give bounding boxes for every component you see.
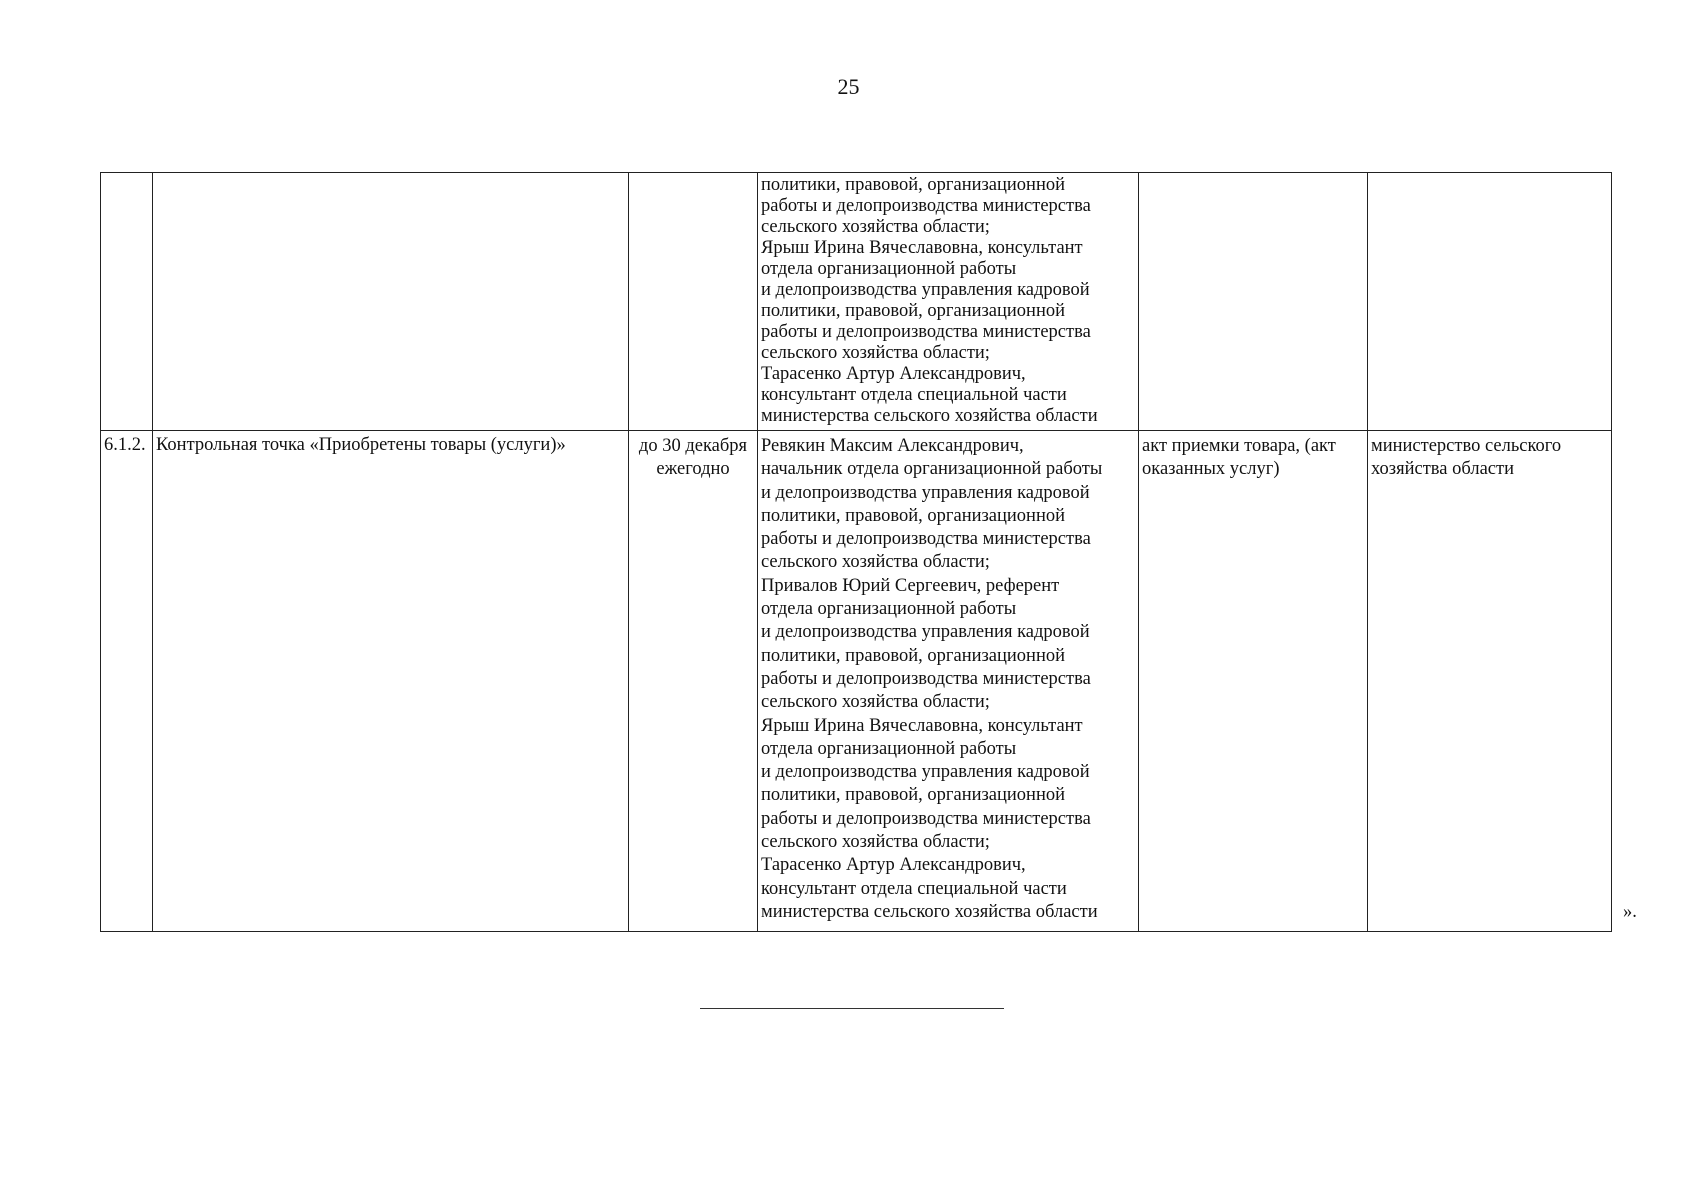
cell-text-line: отдела организационной работы [761,599,1017,620]
cell-date [629,431,758,932]
cell-text-line: работы и делопроизводства министерства [761,196,1091,216]
cell-text-line: министерства сельского хозяйства области [761,901,1098,922]
cell-text-line: и делопроизводства управления кадровой [761,280,1090,300]
cell-name: Контрольная точка «Приобретены товары (услуги)» [153,431,629,932]
cell-text-line: работы и делопроизводства министерства [761,808,1091,829]
cell-text-line: Тарасенко Артур Александрович, [761,855,1026,876]
cell-text-line: Тарасенко Артур Александрович, [761,364,1026,384]
table-row [101,431,1612,932]
cell-verifier [1368,431,1612,932]
cell-responsible [758,173,1139,431]
cell-text-line: работы и делопроизводства министерства [761,322,1091,342]
cell-text-line: Ярыш Ирина Вячеславовна, консультант [761,715,1083,736]
cell-text-line: до 30 декабря [638,436,748,456]
cell-text-line: Ревякин Максим Александрович, [761,436,1024,456]
cell-text-line: сельского хозяйства области; [761,217,990,237]
cell-text-line: политики, правовой, организационной [761,301,1066,321]
cell-text-line: сельского хозяйства области; [761,692,990,713]
table-row [101,173,1612,431]
cell-text-line: политики, правовой, организационной [761,505,1066,526]
cell-text-line: отдела организационной работы [761,738,1017,759]
cell-document [1139,173,1368,431]
cell-number: 6.1.2. [101,431,153,932]
cell-text-line: и делопроизводства управления кадровой [761,622,1090,643]
cell-text-line: оказанных услуг) [1142,459,1280,480]
cell-text-line: сельского хозяйства области; [761,343,990,363]
cell-document [1139,431,1368,932]
control-points-table [100,172,1612,932]
cell-text-line: министерства сельского хозяйства области [761,406,1098,426]
page-number: 25 [837,74,860,99]
cell-text-line: акт приемки товара, (акт [1142,436,1336,456]
cell-text-line: политики, правовой, организационной [761,175,1066,195]
footer-divider [700,1008,1004,1009]
cell-text-line: работы и делопроизводства министерства [761,529,1091,550]
closing-quote: ». [1623,902,1637,922]
cell-text-line: работы и делопроизводства министерства [761,668,1091,689]
cell-text-line: консультант отдела специальной части [761,385,1067,405]
cell-responsible [758,431,1139,932]
cell-text-line: начальник отдела организационной работы [761,459,1103,480]
cell-text-line: политики, правовой, организационной [761,785,1066,806]
cell-text-line: министерство сельского [1371,436,1562,456]
cell-name [153,173,629,431]
cell-text-line: Ярыш Ирина Вячеславовна, консультант [761,238,1083,258]
cell-text-line: отдела организационной работы [761,259,1017,279]
cell-text-line: хозяйства области [1371,459,1514,480]
cell-text-line: и делопроизводства управления кадровой [761,762,1090,783]
cell-text-line: консультант отдела специальной части [761,878,1067,899]
cell-text-line: политики, правовой, организационной [761,645,1066,666]
cell-text-line: ежегодно [656,459,730,480]
cell-text-line: и делопроизводства управления кадровой [761,482,1090,503]
cell-text-line: сельского хозяйства области; [761,552,990,573]
cell-number [101,173,153,431]
cell-verifier [1368,173,1612,431]
cell-text-line: сельского хозяйства области; [761,832,990,853]
cell-date [629,173,758,431]
cell-text-line: Привалов Юрий Сергеевич, референт [761,575,1060,596]
